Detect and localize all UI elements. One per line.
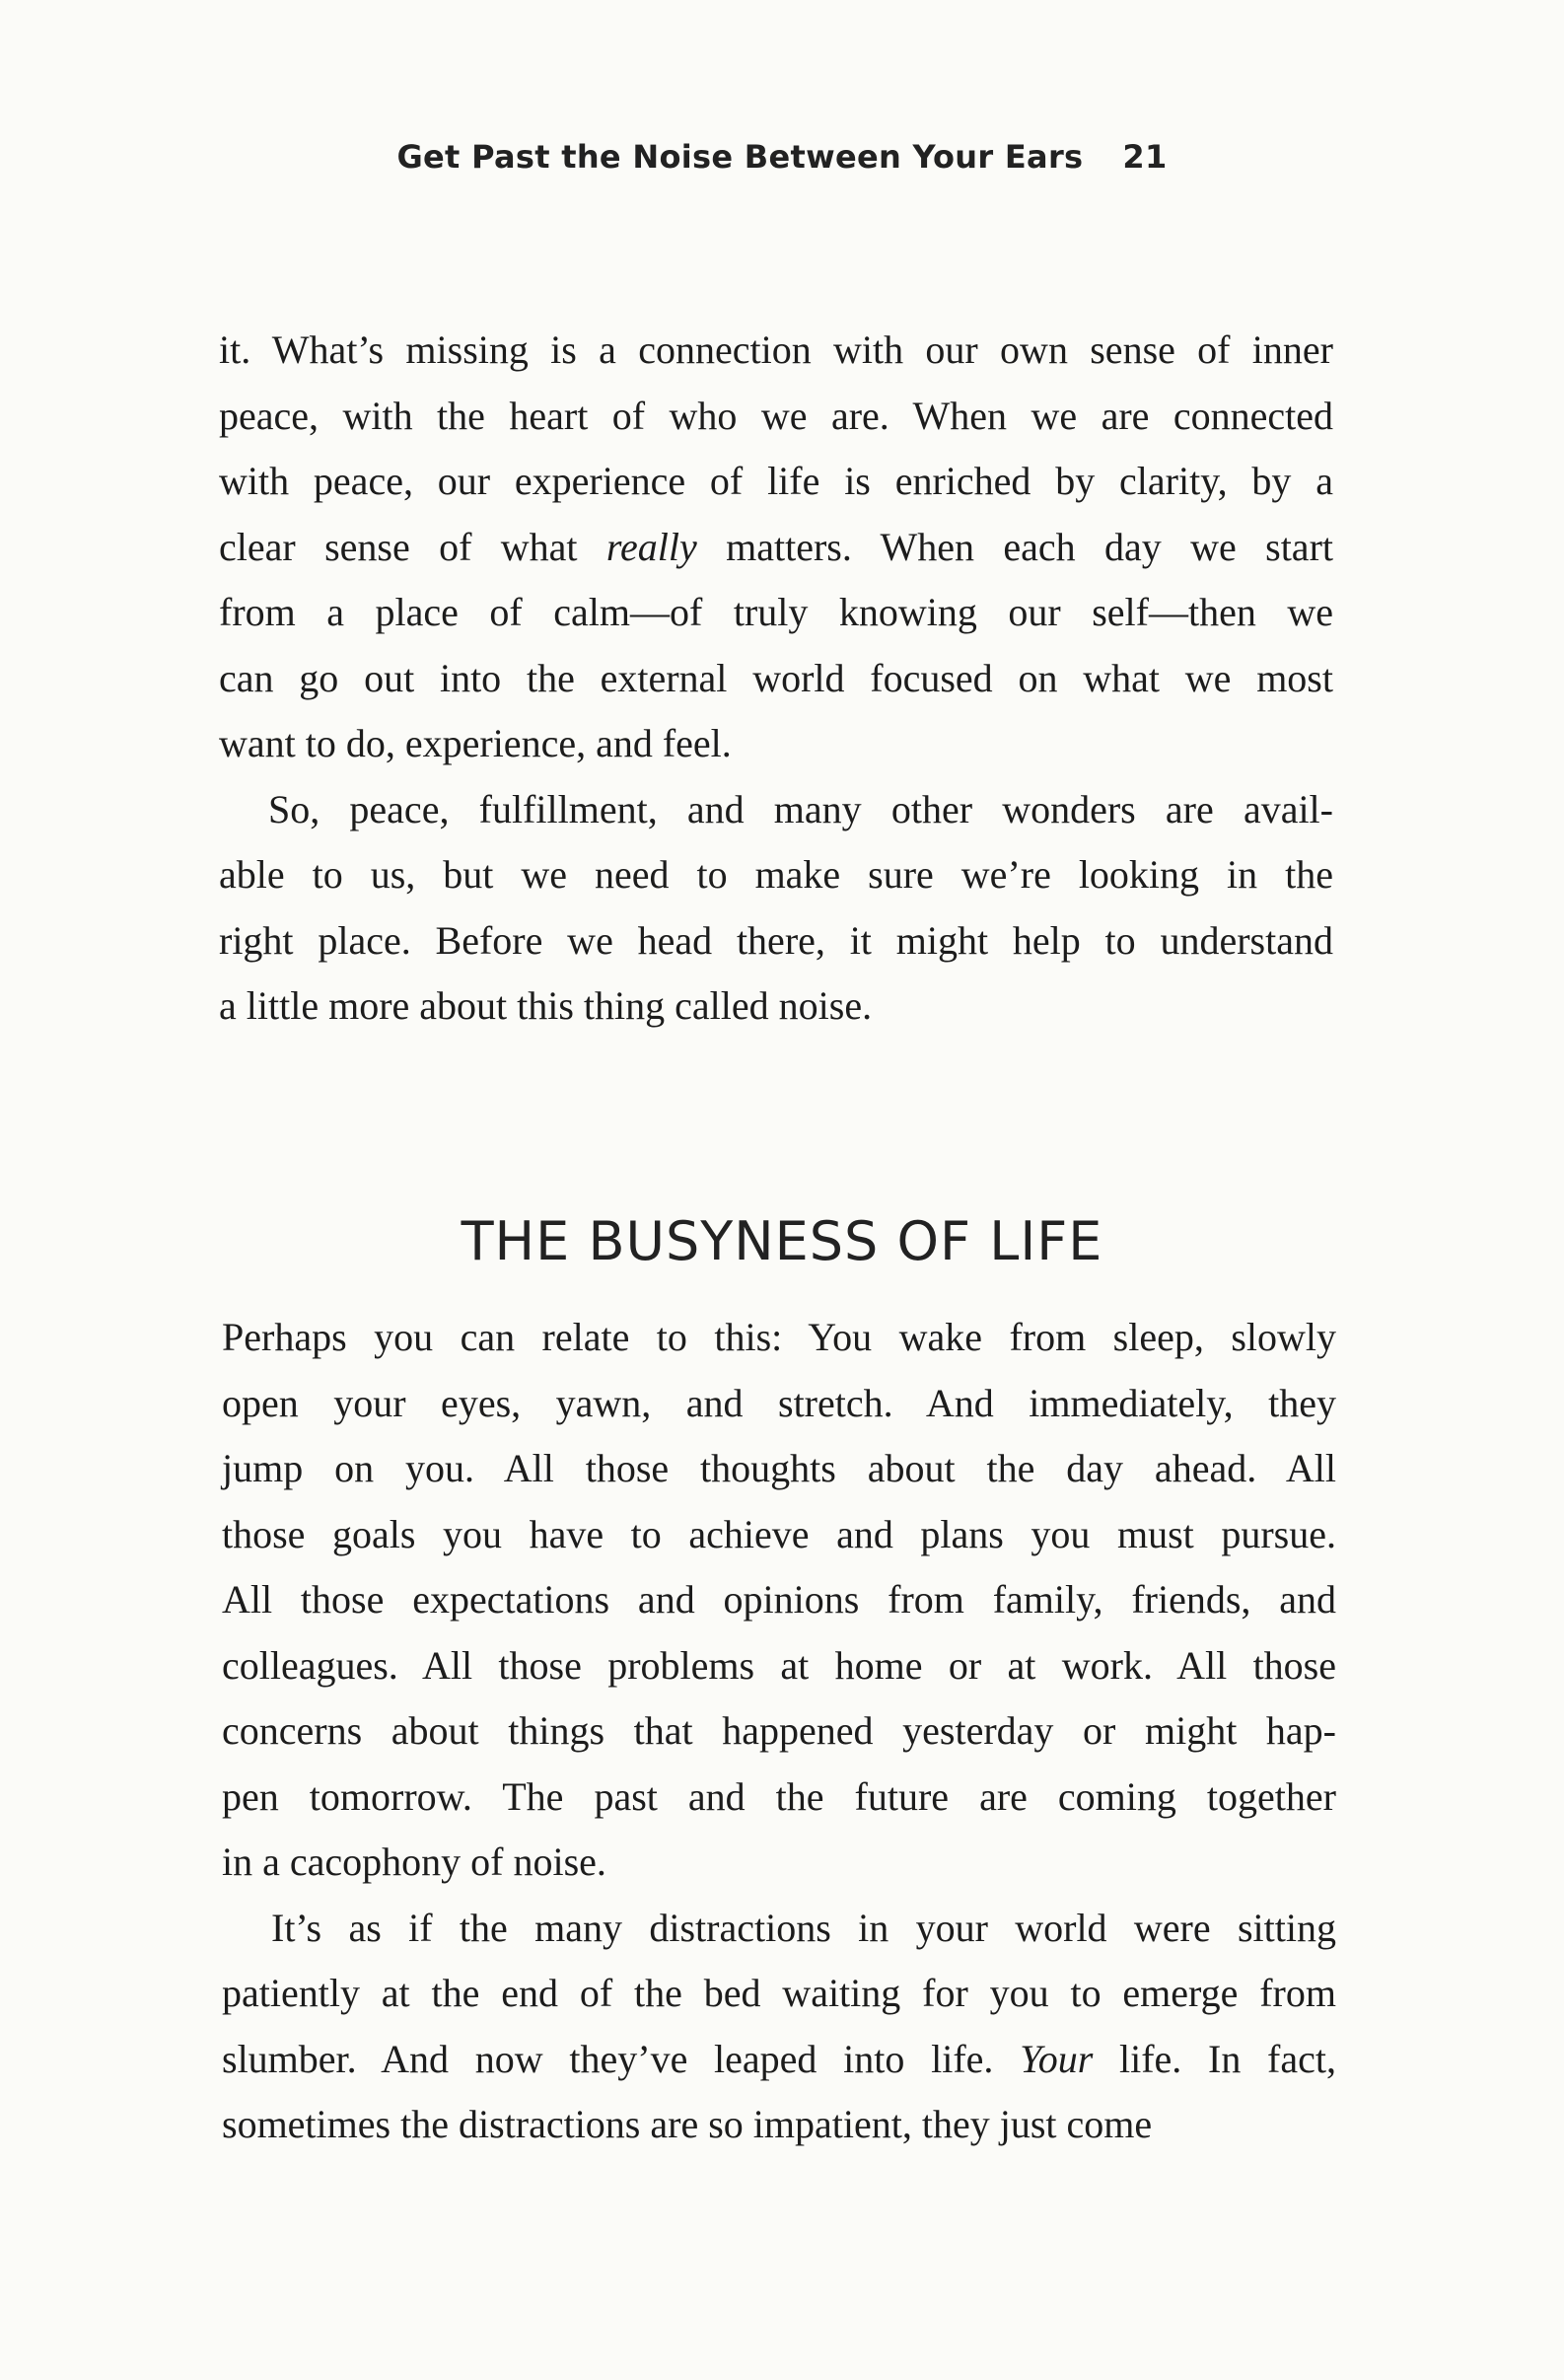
text-line: It’s as if the many distractions in your world were sitting xyxy=(271,1905,1336,1950)
body-text-section-2 xyxy=(222,1305,1336,2158)
text-line: right place. Before we head there, it might help to understand xyxy=(219,917,1333,963)
body-text-section-1 xyxy=(219,318,1333,1040)
text-line: want to do, experience, and feel. xyxy=(219,721,732,765)
text-line: jump on you. All those thoughts about the day ahead. All xyxy=(222,1446,1336,1490)
section-heading: THE BUSYNESS OF LIFE xyxy=(461,1209,1103,1272)
text-line: All those expectations and opinions from family, friends, and xyxy=(222,1577,1336,1622)
text-line: a little more about this thing called noise. xyxy=(219,983,873,1028)
text-line: peace, with the heart of who we are. When we are connected xyxy=(219,393,1333,438)
text-line: can go out into the external world focused on what we most xyxy=(219,655,1333,700)
text-line: patiently at the end of the bed waiting for you to emerge from xyxy=(222,1971,1336,2015)
paragraph xyxy=(219,777,1333,1040)
text-line: able to us, but we need to make sure we’re looking in the xyxy=(219,852,1333,897)
text-line: those goals you have to achieve and plans you must pursue. xyxy=(222,1511,1336,1556)
paragraph xyxy=(219,318,1333,777)
text-line: pen tomorrow. The past and the future are coming together xyxy=(222,1773,1336,1819)
page-number: 21 xyxy=(1122,138,1168,176)
text-line: it. What’s missing is a connection with our own sense of inner xyxy=(219,327,1333,372)
text-line: in a cacophony of noise. xyxy=(222,1839,606,1884)
text-line: Perhaps you can relate to this: You wake from sleep, slowly xyxy=(222,1315,1336,1359)
paragraph xyxy=(222,1896,1336,2158)
emphasis: really xyxy=(605,524,697,569)
paragraph xyxy=(222,1305,1336,1896)
text-line: clear sense of what really matters. When each day we start xyxy=(219,524,1333,569)
text-line: with peace, our experience of life is enriched by clarity, by a xyxy=(219,459,1333,503)
running-head xyxy=(0,138,1564,176)
text-line: from a place of calm—of truly knowing our self—then we xyxy=(219,590,1333,634)
text-line: concerns about things that happened yesterday or might hap- xyxy=(222,1708,1336,1753)
running-head-title: Get Past the Noise Between Your Ears xyxy=(396,138,1084,176)
text-line: sometimes the distractions are so impatient, they just come xyxy=(222,2102,1153,2146)
text-line: slumber. And now they’ve leaped into life. Your life. In fact, xyxy=(222,2036,1336,2081)
emphasis: Your xyxy=(1020,2036,1094,2081)
text-line: open your eyes, yawn, and stretch. And immediately, they xyxy=(222,1380,1336,1425)
text-line: So, peace, fulfillment, and many other wonders are avail- xyxy=(268,786,1333,831)
text-line: colleagues. All those problems at home or at work. All those xyxy=(222,1642,1336,1688)
